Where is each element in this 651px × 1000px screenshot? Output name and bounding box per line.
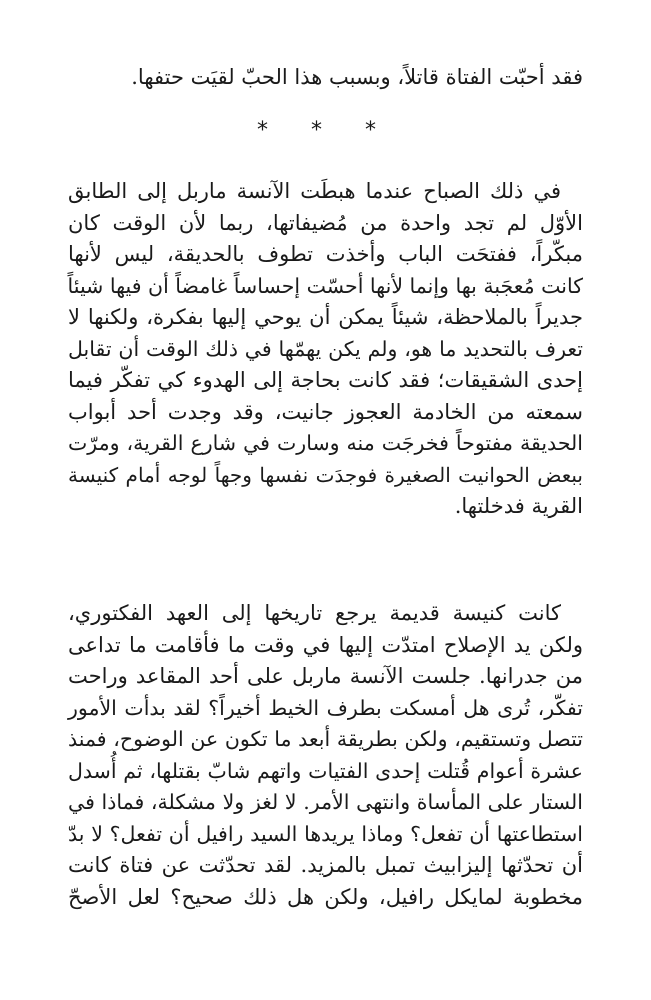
text-line: إحدى الشقيقات؛ فقد كانت بحاجة إلى الهدوء كي تفكّر فيما xyxy=(68,368,583,392)
opening-paragraph xyxy=(68,62,583,94)
text-line: في ذلك الصباح عندما هبطَت الآنسة ماربل إلى الطابق xyxy=(68,179,561,203)
text-line: كانت كنيسة قديمة يرجع تاريخها إلى العهد الفكتوري، xyxy=(68,601,561,625)
paragraph-1 xyxy=(68,176,583,523)
text-line: من جدرانها. جلست الآنسة ماربل على أحد المقاعد وراحت xyxy=(68,664,583,688)
text-line: تتصل وتستقيم، ولكن بطريقة أبعد ما تكون عن الوضوح، فمنذ xyxy=(68,727,583,751)
text-line: تفكّر، تُرى هل أمسكت بطرف الخيط أخيراً؟ لقد بدأت الأمور xyxy=(68,695,583,720)
text-line: القرية فدخلتها. xyxy=(454,494,583,518)
text-line: الأوّل لم تجد واحدة من مُضيفاتها، ربما لأن الوقت كان xyxy=(68,210,583,235)
text-line: أن تحدّثها إليزابيث تمبل بالمزيد. لقد تحدّثت عن فتاة كانت xyxy=(68,853,583,877)
text-line: سمعته من الخادمة العجوز جانيت، وقد وجدت أحد أبواب xyxy=(68,399,583,424)
section-separator: * * * xyxy=(257,118,394,143)
text-line: كانت مُعجَبة بها وإنما لأنها أحسّت إحساساً غامضاً أن فيها شيئاً xyxy=(67,273,583,298)
text-line: مخطوبة لمايكل رافيل، ولكن هل ذلك صحيح؟ لعل الأصحّ xyxy=(68,884,583,909)
text-line: ببعض الحوانيت الصغيرة فوجدَت نفسها وجهاً لوجه أمام كنيسة xyxy=(68,462,583,487)
text-line: ولكن يد الإصلاح امتدّت إليها في وقت ما فأقامت ما تداعى xyxy=(68,632,583,657)
text-line: الستار على المأساة وانتهى الأمر. لا لغز ولا مشكلة، فماذا في xyxy=(68,790,583,814)
text-line: تعرف بالتحديد ما هو، ولم يكن يهمّها في ذلك الوقت أن تقابل xyxy=(68,336,583,361)
text-line: عشرة أعوام قُتلت إحدى الفتيات واتهم شابّ بقتلها، ثم أُسدل xyxy=(68,758,583,783)
text-line: جديراً بالملاحظة، شيئاً يمكن أن يوحي إليها بفكرة، ولكنها لا xyxy=(68,305,583,329)
text-line: فقد أحبّت الفتاة قاتلاً، وبسبب هذا الحبّ لقيَت حتفها. xyxy=(131,65,583,89)
text-line: مبكّراً، ففتحَت الباب وأخذت تطوف بالحديقة، ليس لأنها xyxy=(68,242,583,266)
text-line: استطاعتها أن تفعل؟ وماذا يريدها السيد رافيل أن تفعل؟ لا بدّ xyxy=(68,821,583,846)
text-line: الحديقة مفتوحاً فخرجَت منه وسارت في شارع القرية، ومرّت xyxy=(68,431,583,455)
paragraph-2 xyxy=(68,598,583,913)
